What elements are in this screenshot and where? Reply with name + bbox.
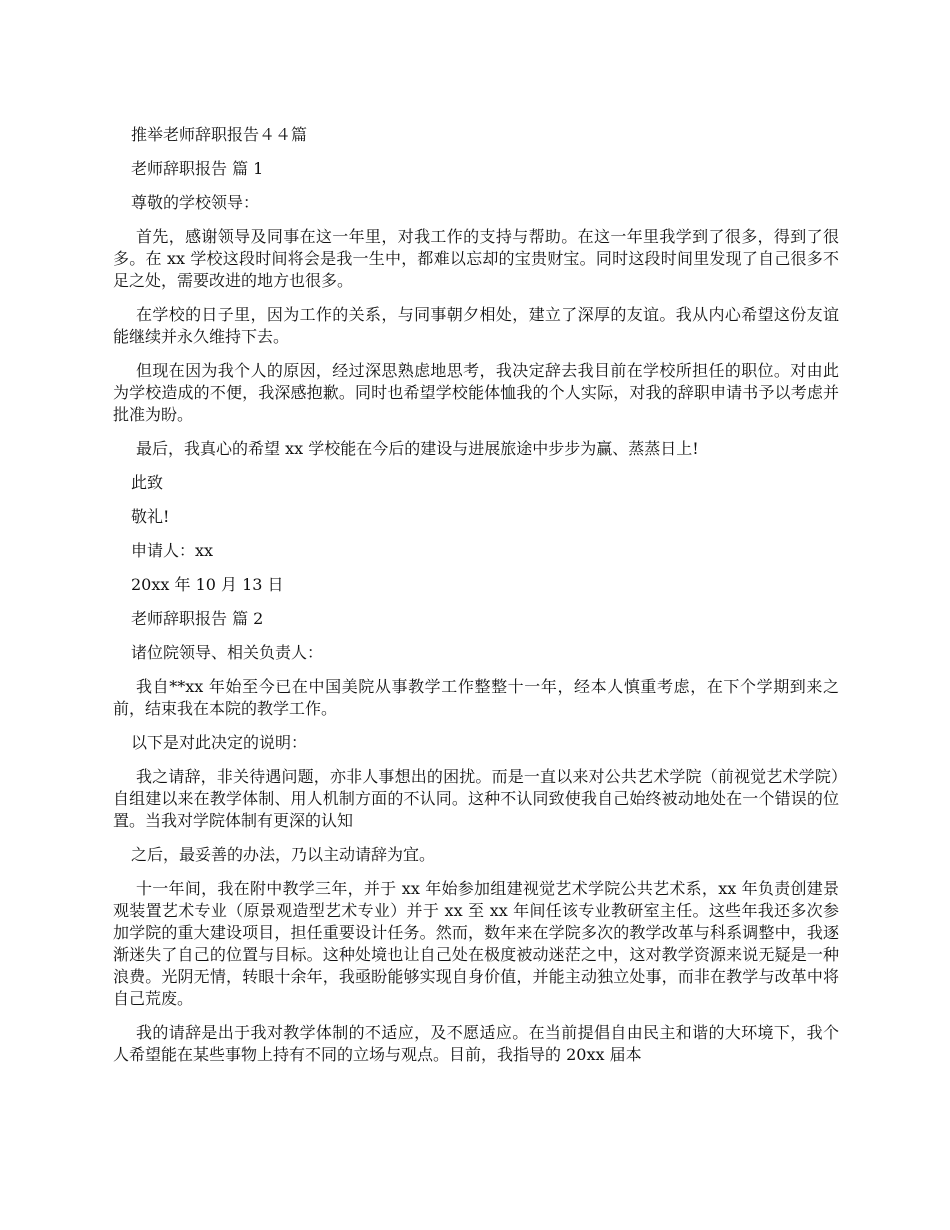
paragraph: 以下是对此决定的说明：	[131, 733, 308, 752]
paragraph: 首先，感谢领导及同事在这一年里，对我工作的支持与帮助。在这一年里我学到了很多，得到了很多。在 xx 学校这段时间将会是我一生中，都难以忘却的宝贵财宝。同时这段时间里发现了自己很多不足之处，需要改进的地方也很多。	[113, 227, 839, 290]
applicant-line: 申请人：xx	[131, 541, 214, 560]
salutation: 诸位院领导、相关负责人：	[131, 643, 324, 662]
document-page	[113, 124, 839, 1078]
paragraph: 我自**xx 年始至今已在中国美院从事教学工作整整十一年，经本人慎重考虑，在下个学期到来之前，结束我在本院的教学工作。	[113, 677, 839, 718]
salutation: 尊敬的学校领导：	[131, 193, 260, 212]
section-heading: 老师辞职报告 篇 2	[131, 609, 264, 628]
paragraph: 在学校的日子里，因为工作的关系，与同事朝夕相处，建立了深厚的友谊。我从内心希望这份友谊能继续并永久维持下去。	[113, 305, 839, 346]
closing-line: 敬礼!	[131, 507, 170, 526]
paragraph: 十一年间，我在附中教学三年，并于 xx 年始参加组建视觉艺术学院公共艺术系，xx 年负责创建景观装置艺术专业（原景观造型艺术专业）并于 xx 至 xx 年间任该专业教研室主任。这些年我还多次参加学院的重大建设项目，担任重要设计任务。然而，数年来在学院多次的教学改革与科系调整中，我逐渐迷失了自己的位置与目标。这种处境也让自己处在极度被动迷茫之中，这对教学资源来说无疑是一种浪费。光阴无情，转眼十余年，我亟盼能够实现自身价值，并能主动独立处事，而非在教学与改革中将自己荒废。	[113, 879, 839, 1008]
paragraph: 之后，最妥善的办法，乃以主动请辞为宜。	[131, 845, 436, 864]
paragraph: 最后，我真心的希望 xx 学校能在今后的建设与进展旅途中步步为赢、蒸蒸日上!	[136, 439, 699, 458]
document-title: 推举老师辞职报告４４篇	[131, 125, 308, 144]
section-heading: 老师辞职报告 篇 1	[131, 159, 264, 178]
paragraph: 但现在因为我个人的原因，经过深思熟虑地思考，我决定辞去我目前在学校所担任的职位。对由此为学校造成的不便，我深感抱歉。同时也希望学校能体恤我的个人实际，对我的辞职申请书予以考虑并批准为盼。	[113, 361, 839, 424]
date-line: 20xx 年 10 月 13 日	[131, 575, 284, 594]
closing-line: 此致	[131, 473, 164, 492]
paragraph: 我的请辞是出于我对教学体制的不适应，及不愿适应。在当前提倡自由民主和谐的大环境下，我个人希望能在某些事物上持有不同的立场与观点。目前，我指导的 20xx 届本	[113, 1023, 839, 1064]
paragraph: 我之请辞，非关待遇问题，亦非人事想出的困扰。而是一直以来对公共艺术学院（前视觉艺术学院）自组建以来在教学体制、用人机制方面的不认同。这种不认同致使我自己始终被动地处在一个错误的位置。当我对学院体制有更深的认知	[113, 767, 839, 830]
